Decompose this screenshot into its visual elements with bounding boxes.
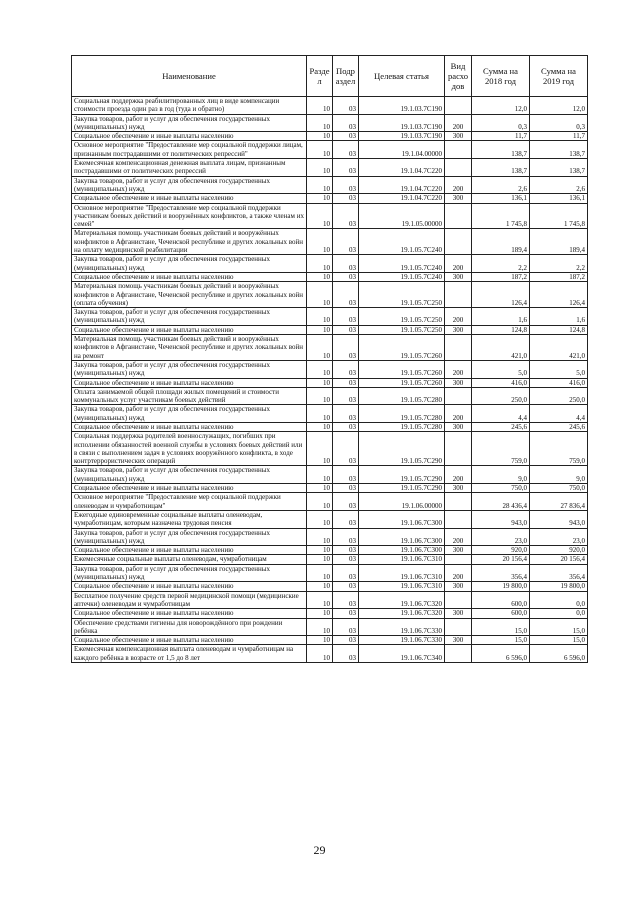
cell-celevaya-statya: 19.1.05.7С260: [359, 335, 445, 361]
cell-podrazdel: 03: [333, 378, 359, 387]
cell-celevaya-statya: 19.1.05.7С250: [359, 325, 445, 334]
table-header-row: [72, 56, 588, 97]
cell-celevaya-statya: 19.1.05.7С260: [359, 360, 445, 378]
cell-celevaya-statya: 19.1.06.7С330: [359, 636, 445, 645]
table-row: [72, 405, 588, 423]
table-row: [72, 510, 588, 528]
cell-name: Социальное обеспечение и иные выплаты населению: [72, 378, 307, 387]
cell-sum-2019: 187,2: [530, 272, 588, 281]
cell-celevaya-statya: 19.1.06.7С300: [359, 510, 445, 528]
cell-celevaya-statya: 19.1.05.7С280: [359, 405, 445, 423]
cell-sum-2019: 0,0: [530, 609, 588, 618]
cell-razdel: 10: [307, 618, 333, 636]
cell-sum-2019: 138,7: [530, 141, 588, 159]
cell-vid-rashodov: [445, 555, 472, 564]
cell-razdel: 10: [307, 282, 333, 308]
cell-podrazdel: 03: [333, 308, 359, 326]
cell-sum-2019: 759,0: [530, 432, 588, 466]
table-row: [72, 360, 588, 378]
cell-vid-rashodov: [445, 432, 472, 466]
cell-sum-2019: 136,1: [530, 194, 588, 203]
header-sum-2018: Сумма на 2018 год: [472, 56, 530, 97]
cell-razdel: 10: [307, 272, 333, 281]
cell-podrazdel: 03: [333, 466, 359, 484]
cell-razdel: 10: [307, 555, 333, 564]
cell-sum-2019: 356,4: [530, 564, 588, 582]
cell-celevaya-statya: 19.1.05.7С250: [359, 308, 445, 326]
cell-razdel: 10: [307, 335, 333, 361]
table-row: [72, 484, 588, 493]
cell-podrazdel: 03: [333, 97, 359, 115]
cell-sum-2018: 28 436,4: [472, 493, 530, 511]
table-row: [72, 194, 588, 203]
cell-vid-rashodov: 300: [445, 484, 472, 493]
cell-vid-rashodov: 300: [445, 132, 472, 141]
cell-sum-2018: 189,4: [472, 229, 530, 255]
table-row: [72, 255, 588, 273]
cell-podrazdel: 03: [333, 194, 359, 203]
cell-vid-rashodov: 300: [445, 422, 472, 431]
cell-celevaya-statya: 19.1.06.7С300: [359, 528, 445, 546]
cell-razdel: 10: [307, 114, 333, 132]
cell-podrazdel: 03: [333, 422, 359, 431]
cell-razdel: 10: [307, 484, 333, 493]
cell-celevaya-statya: 19.1.05.00000: [359, 203, 445, 229]
cell-sum-2019: 920,0: [530, 546, 588, 555]
cell-vid-rashodov: [445, 387, 472, 405]
cell-sum-2019: 15,0: [530, 618, 588, 636]
cell-sum-2018: 4,4: [472, 405, 530, 423]
cell-name: Материальная помощь участникам боевых действий и вооружённых конфликтов в Афганистане, Чеченской республике и других локальных войн на оплату медицинской реабилитации: [72, 229, 307, 255]
cell-podrazdel: 03: [333, 114, 359, 132]
table-row: [72, 636, 588, 645]
cell-vid-rashodov: 200: [445, 255, 472, 273]
cell-vid-rashodov: 300: [445, 325, 472, 334]
cell-celevaya-statya: 19.1.06.7С330: [359, 618, 445, 636]
cell-sum-2018: 138,7: [472, 159, 530, 177]
cell-podrazdel: 03: [333, 636, 359, 645]
cell-celevaya-statya: 19.1.06.7С310: [359, 582, 445, 591]
cell-sum-2018: 6 596,0: [472, 645, 530, 663]
cell-name: Социальное обеспечение и иные выплаты населению: [72, 582, 307, 591]
cell-name: Ежегодные единовременные социальные выплаты оленеводам, чумработницам, которым назначена трудовая пенсия: [72, 510, 307, 528]
cell-podrazdel: 03: [333, 132, 359, 141]
cell-celevaya-statya: 19.1.06.7С310: [359, 564, 445, 582]
cell-sum-2019: 2,2: [530, 255, 588, 273]
cell-name: Социальное обеспечение и иные выплаты населению: [72, 194, 307, 203]
cell-sum-2019: 245,6: [530, 422, 588, 431]
cell-sum-2018: 19 800,0: [472, 582, 530, 591]
table-row: [72, 493, 588, 511]
cell-vid-rashodov: [445, 159, 472, 177]
cell-sum-2018: 136,1: [472, 194, 530, 203]
cell-sum-2018: 2,2: [472, 255, 530, 273]
table-body: [72, 97, 588, 663]
cell-sum-2019: 27 836,4: [530, 493, 588, 511]
cell-sum-2018: 5,0: [472, 360, 530, 378]
table-row: [72, 282, 588, 308]
cell-celevaya-statya: 19.1.06.7С320: [359, 609, 445, 618]
cell-vid-rashodov: 300: [445, 272, 472, 281]
cell-podrazdel: 03: [333, 484, 359, 493]
cell-razdel: 10: [307, 466, 333, 484]
cell-sum-2019: 189,4: [530, 229, 588, 255]
cell-vid-rashodov: 300: [445, 636, 472, 645]
header-name: Наименование: [72, 56, 307, 97]
cell-vid-rashodov: [445, 510, 472, 528]
cell-sum-2019: 23,0: [530, 528, 588, 546]
table-row: [72, 546, 588, 555]
cell-vid-rashodov: 200: [445, 528, 472, 546]
table-row: [72, 335, 588, 361]
cell-sum-2018: 20 156,4: [472, 555, 530, 564]
table-row: [72, 422, 588, 431]
cell-sum-2019: 15,0: [530, 636, 588, 645]
cell-podrazdel: 03: [333, 528, 359, 546]
header-razdel: Разде л: [307, 56, 333, 97]
cell-sum-2019: 20 156,4: [530, 555, 588, 564]
cell-razdel: 10: [307, 422, 333, 431]
cell-name: Закупка товаров, работ и услуг для обеспечения государственных (муниципальных) нужд: [72, 360, 307, 378]
page-number: 29: [313, 843, 326, 857]
cell-celevaya-statya: 19.1.03.7С190: [359, 97, 445, 115]
cell-celevaya-statya: 19.1.05.7С260: [359, 378, 445, 387]
cell-sum-2018: 15,0: [472, 636, 530, 645]
cell-celevaya-statya: 19.1.04.7С220: [359, 176, 445, 194]
cell-name: Основное мероприятие "Предоставление мер социальной поддержки участникам боевых действий и вооружённых конфликтов, а также членам их семей": [72, 203, 307, 229]
table-row: [72, 132, 588, 141]
cell-name: Оплата занимаемой общей площади жилых помещений и стоимости коммунальных услуг участникам боевых действий: [72, 387, 307, 405]
cell-podrazdel: 03: [333, 546, 359, 555]
cell-name: Закупка товаров, работ и услуг для обеспечения государственных (муниципальных) нужд: [72, 308, 307, 326]
cell-name: Социальное обеспечение и иные выплаты населению: [72, 609, 307, 618]
cell-celevaya-statya: 19.1.05.7С290: [359, 466, 445, 484]
cell-vid-rashodov: 300: [445, 378, 472, 387]
cell-celevaya-statya: 19.1.06.7С320: [359, 591, 445, 609]
cell-razdel: 10: [307, 387, 333, 405]
cell-podrazdel: 03: [333, 618, 359, 636]
cell-razdel: 10: [307, 510, 333, 528]
table-row: [72, 582, 588, 591]
cell-vid-rashodov: 200: [445, 466, 472, 484]
cell-celevaya-statya: 19.1.03.7С190: [359, 132, 445, 141]
cell-name: Социальное обеспечение и иные выплаты населению: [72, 132, 307, 141]
cell-vid-rashodov: [445, 335, 472, 361]
cell-vid-rashodov: 300: [445, 546, 472, 555]
cell-podrazdel: 03: [333, 335, 359, 361]
cell-name: Социальная поддержка родителей военнослужащих, погибших при исполнении обязанностей военной службы в условиях боевых действий или в связи с выполнением задач в условиях вооружённого конфликта, в ходе контртеррористических операций: [72, 432, 307, 466]
cell-name: Обеспечение средствами гигиены для новорождённого при рождении ребёнка: [72, 618, 307, 636]
table-row: [72, 97, 588, 115]
budget-table: [71, 55, 588, 663]
cell-sum-2018: 187,2: [472, 272, 530, 281]
cell-razdel: 10: [307, 378, 333, 387]
cell-sum-2019: 2,6: [530, 176, 588, 194]
cell-vid-rashodov: 200: [445, 360, 472, 378]
cell-vid-rashodov: [445, 591, 472, 609]
table-row: [72, 564, 588, 582]
header-podrazdel: Подр аздел: [333, 56, 359, 97]
cell-sum-2018: 250,0: [472, 387, 530, 405]
cell-name: Социальное обеспечение и иные выплаты населению: [72, 636, 307, 645]
table-row: [72, 528, 588, 546]
cell-podrazdel: 03: [333, 387, 359, 405]
cell-name: Закупка товаров, работ и услуг для обеспечения государственных (муниципальных) нужд: [72, 255, 307, 273]
cell-podrazdel: 03: [333, 282, 359, 308]
cell-name: Закупка товаров, работ и услуг для обеспечения государственных (муниципальных) нужд: [72, 405, 307, 423]
cell-sum-2018: 416,0: [472, 378, 530, 387]
cell-sum-2019: 126,4: [530, 282, 588, 308]
cell-celevaya-statya: 19.1.03.7С190: [359, 114, 445, 132]
cell-podrazdel: 03: [333, 609, 359, 618]
cell-sum-2018: 2,6: [472, 176, 530, 194]
header-vid-rashodov: Вид расхо дов: [445, 56, 472, 97]
cell-sum-2018: 126,4: [472, 282, 530, 308]
cell-sum-2018: 421,0: [472, 335, 530, 361]
cell-razdel: 10: [307, 194, 333, 203]
cell-razdel: 10: [307, 97, 333, 115]
cell-sum-2018: 11,7: [472, 132, 530, 141]
cell-vid-rashodov: [445, 645, 472, 663]
cell-sum-2018: 750,0: [472, 484, 530, 493]
table-row: [72, 387, 588, 405]
cell-celevaya-statya: 19.1.06.00000: [359, 493, 445, 511]
cell-celevaya-statya: 19.1.06.7С310: [359, 555, 445, 564]
cell-razdel: 10: [307, 159, 333, 177]
cell-podrazdel: 03: [333, 360, 359, 378]
cell-sum-2019: 250,0: [530, 387, 588, 405]
cell-vid-rashodov: 300: [445, 582, 472, 591]
cell-podrazdel: 03: [333, 255, 359, 273]
cell-name: Закупка товаров, работ и услуг для обеспечения государственных (муниципальных) нужд: [72, 466, 307, 484]
table-row: [72, 555, 588, 564]
cell-vid-rashodov: [445, 618, 472, 636]
cell-sum-2018: 124,8: [472, 325, 530, 334]
table-row: [72, 176, 588, 194]
cell-razdel: 10: [307, 493, 333, 511]
cell-razdel: 10: [307, 325, 333, 334]
cell-name: Основное мероприятие "Предоставление мер социальной поддержки лицам, признанным пострадавшими от политических репрессий": [72, 141, 307, 159]
cell-celevaya-statya: 19.1.05.7С280: [359, 387, 445, 405]
cell-vid-rashodov: 200: [445, 405, 472, 423]
cell-podrazdel: 03: [333, 405, 359, 423]
cell-sum-2019: 6 596,0: [530, 645, 588, 663]
cell-name: Материальная помощь участникам боевых действий и вооружённых конфликтов в Афганистане, Чеченской республике и других локальных войн на ремонт: [72, 335, 307, 361]
cell-sum-2018: 15,0: [472, 618, 530, 636]
cell-sum-2018: 1 745,8: [472, 203, 530, 229]
cell-celevaya-statya: 19.1.05.7С240: [359, 272, 445, 281]
header-sum-2019: Сумма на 2019 год: [530, 56, 588, 97]
cell-name: Закупка товаров, работ и услуг для обеспечения государственных (муниципальных) нужд: [72, 176, 307, 194]
cell-name: Основное мероприятие "Предоставление мер социальной поддержки оленеводам и чумработницам": [72, 493, 307, 511]
cell-sum-2019: 19 800,0: [530, 582, 588, 591]
header-celevaya-statya: Целевая статья: [359, 56, 445, 97]
cell-vid-rashodov: [445, 229, 472, 255]
cell-vid-rashodov: [445, 97, 472, 115]
cell-razdel: 10: [307, 546, 333, 555]
cell-sum-2019: 124,8: [530, 325, 588, 334]
cell-sum-2018: 600,0: [472, 609, 530, 618]
cell-sum-2019: 1 745,8: [530, 203, 588, 229]
cell-sum-2019: 0,3: [530, 114, 588, 132]
cell-podrazdel: 03: [333, 564, 359, 582]
table-row: [72, 272, 588, 281]
cell-name: Социальное обеспечение и иные выплаты населению: [72, 272, 307, 281]
cell-podrazdel: 03: [333, 203, 359, 229]
cell-sum-2018: 1,6: [472, 308, 530, 326]
cell-name: Закупка товаров, работ и услуг для обеспечения государственных (муниципальных) нужд: [72, 528, 307, 546]
cell-sum-2018: 23,0: [472, 528, 530, 546]
cell-celevaya-statya: 19.1.06.7С300: [359, 546, 445, 555]
cell-razdel: 10: [307, 229, 333, 255]
cell-podrazdel: 03: [333, 159, 359, 177]
cell-vid-rashodov: [445, 141, 472, 159]
cell-sum-2018: 9,0: [472, 466, 530, 484]
cell-razdel: 10: [307, 360, 333, 378]
cell-razdel: 10: [307, 176, 333, 194]
cell-celevaya-statya: 19.1.05.7С290: [359, 484, 445, 493]
cell-celevaya-statya: 19.1.05.7С240: [359, 255, 445, 273]
table-row: [72, 618, 588, 636]
cell-podrazdel: 03: [333, 229, 359, 255]
cell-podrazdel: 03: [333, 493, 359, 511]
cell-celevaya-statya: 19.1.05.7С280: [359, 422, 445, 431]
cell-sum-2018: 759,0: [472, 432, 530, 466]
cell-name: Ежемесячная компенсационная денежная выплата лицам, признанным пострадавшими от политических репрессий: [72, 159, 307, 177]
cell-razdel: 10: [307, 308, 333, 326]
table-row: [72, 308, 588, 326]
cell-podrazdel: 03: [333, 582, 359, 591]
cell-sum-2019: 416,0: [530, 378, 588, 387]
table-row: [72, 609, 588, 618]
cell-name: Закупка товаров, работ и услуг для обеспечения государственных (муниципальных) нужд: [72, 564, 307, 582]
cell-celevaya-statya: 19.1.04.00000: [359, 141, 445, 159]
cell-vid-rashodov: 300: [445, 194, 472, 203]
cell-razdel: 10: [307, 636, 333, 645]
cell-sum-2019: 5,0: [530, 360, 588, 378]
cell-razdel: 10: [307, 645, 333, 663]
cell-vid-rashodov: 200: [445, 114, 472, 132]
cell-sum-2019: 750,0: [530, 484, 588, 493]
cell-razdel: 10: [307, 528, 333, 546]
cell-name: Социальное обеспечение и иные выплаты населению: [72, 484, 307, 493]
cell-vid-rashodov: 200: [445, 308, 472, 326]
cell-name: Социальное обеспечение и иные выплаты населению: [72, 422, 307, 431]
cell-podrazdel: 03: [333, 176, 359, 194]
cell-sum-2018: 0,3: [472, 114, 530, 132]
cell-vid-rashodov: 200: [445, 176, 472, 194]
cell-podrazdel: 03: [333, 141, 359, 159]
cell-podrazdel: 03: [333, 555, 359, 564]
cell-sum-2019: 0,0: [530, 591, 588, 609]
cell-celevaya-statya: 19.1.05.7С290: [359, 432, 445, 466]
table-row: [72, 645, 588, 663]
cell-name: Социальная поддержка реабилитированных лиц в виде компенсации стоимости проезда один раз в год (туда и обратно): [72, 97, 307, 115]
cell-vid-rashodov: 200: [445, 564, 472, 582]
cell-sum-2019: 421,0: [530, 335, 588, 361]
cell-podrazdel: 03: [333, 325, 359, 334]
cell-podrazdel: 03: [333, 272, 359, 281]
cell-sum-2019: 138,7: [530, 159, 588, 177]
cell-vid-rashodov: [445, 282, 472, 308]
cell-podrazdel: 03: [333, 645, 359, 663]
table-row: [72, 325, 588, 334]
cell-sum-2019: 4,4: [530, 405, 588, 423]
cell-razdel: 10: [307, 255, 333, 273]
cell-sum-2018: 356,4: [472, 564, 530, 582]
cell-razdel: 10: [307, 203, 333, 229]
cell-sum-2018: 138,7: [472, 141, 530, 159]
cell-razdel: 10: [307, 141, 333, 159]
cell-razdel: 10: [307, 564, 333, 582]
cell-podrazdel: 03: [333, 510, 359, 528]
cell-name: Ежемесячные социальные выплаты оленеводам, чумработницам: [72, 555, 307, 564]
cell-name: Социальное обеспечение и иные выплаты населению: [72, 325, 307, 334]
cell-sum-2018: 600,0: [472, 591, 530, 609]
table-row: [72, 229, 588, 255]
cell-razdel: 10: [307, 432, 333, 466]
cell-celevaya-statya: 19.1.05.7С240: [359, 229, 445, 255]
table-row: [72, 159, 588, 177]
cell-vid-rashodov: [445, 493, 472, 511]
cell-razdel: 10: [307, 132, 333, 141]
table-row: [72, 141, 588, 159]
cell-sum-2018: 920,0: [472, 546, 530, 555]
table-row: [72, 432, 588, 466]
table-row: [72, 203, 588, 229]
cell-celevaya-statya: 19.1.05.7С250: [359, 282, 445, 308]
cell-name: Материальная помощь участникам боевых действий и вооружённых конфликтов в Афганистане, Чеченской республике и других локальных войн (оплата обучения): [72, 282, 307, 308]
table-row: [72, 114, 588, 132]
table-row: [72, 378, 588, 387]
cell-sum-2018: 245,6: [472, 422, 530, 431]
cell-sum-2018: 12,0: [472, 97, 530, 115]
cell-razdel: 10: [307, 582, 333, 591]
table-row: [72, 466, 588, 484]
cell-sum-2019: 1,6: [530, 308, 588, 326]
cell-celevaya-statya: 19.1.04.7С220: [359, 159, 445, 177]
cell-celevaya-statya: 19.1.04.7С220: [359, 194, 445, 203]
cell-razdel: 10: [307, 405, 333, 423]
cell-razdel: 10: [307, 609, 333, 618]
cell-name: Ежемесячная компенсационная выплата оленеводам и чумработницам на каждого ребёнка в возрасте от 1,5 до 8 лет: [72, 645, 307, 663]
cell-sum-2019: 12,0: [530, 97, 588, 115]
cell-vid-rashodov: [445, 203, 472, 229]
cell-celevaya-statya: 19.1.06.7С340: [359, 645, 445, 663]
cell-name: Бесплатное получение средств первой медицинской помощи (медицинские аптечки) оленеводам и чумработницам: [72, 591, 307, 609]
cell-razdel: 10: [307, 591, 333, 609]
cell-vid-rashodov: 300: [445, 609, 472, 618]
cell-sum-2019: 9,0: [530, 466, 588, 484]
cell-sum-2018: 943,0: [472, 510, 530, 528]
cell-sum-2019: 11,7: [530, 132, 588, 141]
cell-sum-2019: 943,0: [530, 510, 588, 528]
cell-podrazdel: 03: [333, 432, 359, 466]
cell-name: Закупка товаров, работ и услуг для обеспечения государственных (муниципальных) нужд: [72, 114, 307, 132]
table-row: [72, 591, 588, 609]
cell-podrazdel: 03: [333, 591, 359, 609]
cell-name: Социальное обеспечение и иные выплаты населению: [72, 546, 307, 555]
